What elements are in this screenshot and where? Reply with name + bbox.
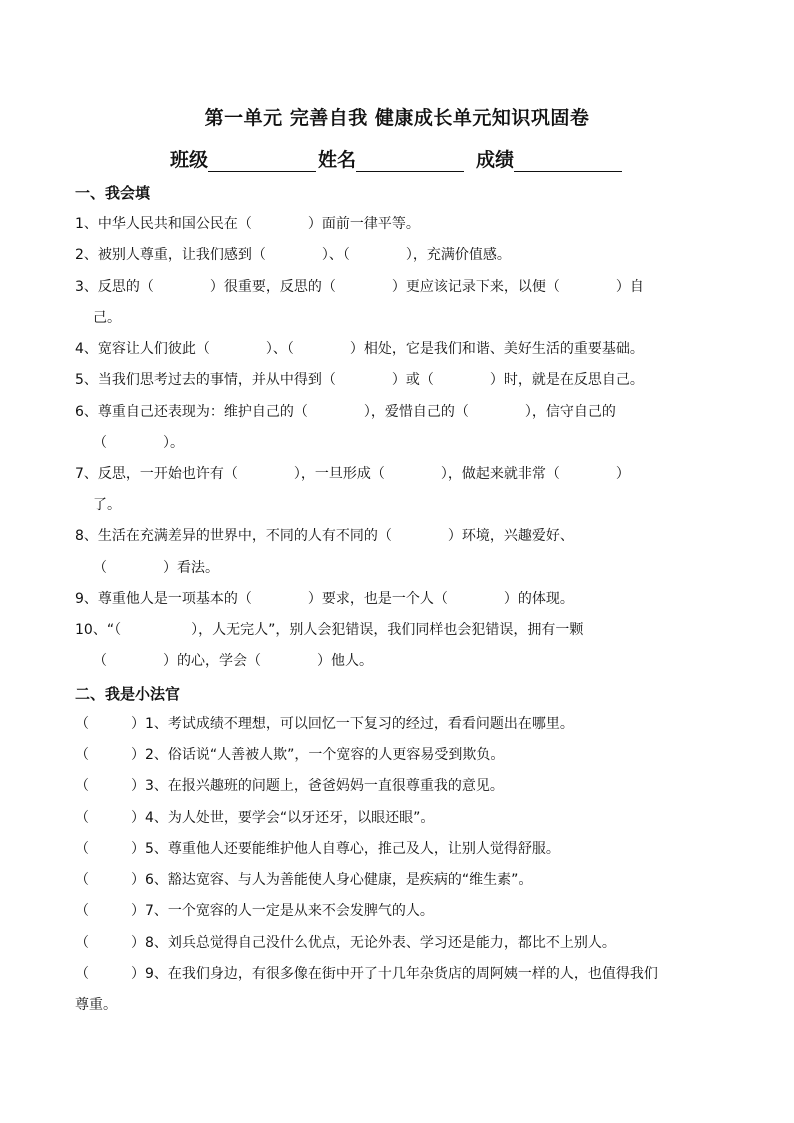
judge-line: （ ）7、一个宽容的人一定是从来不会发脾气的人。 bbox=[75, 903, 434, 919]
judge-line: （ ）9、在我们身边，有很多像在街中开了十几年杂货店的周阿姨一样的人，也值得我们 bbox=[75, 966, 658, 982]
name-label: 姓名 bbox=[317, 149, 356, 171]
class-blank bbox=[208, 149, 316, 172]
fill-line: 9、尊重他人是一项基本的（ ）要求，也是一个人（ ）的体现。 bbox=[75, 591, 574, 607]
fill-line: 3、反思的（ ）很重要，反思的（ ）更应该记录下来，以便（ ）自 bbox=[75, 279, 644, 295]
fill-line: 了。 bbox=[93, 497, 121, 513]
judge-line: （ ）3、在报兴趣班的问题上，爸爸妈妈一直很尊重我的意见。 bbox=[75, 778, 504, 794]
name-blank bbox=[356, 149, 464, 172]
section-judge-heading: 二、我是小法官 bbox=[75, 685, 181, 703]
fill-line: 2、被别人尊重，让我们感到（ ）、（ ），充满价值感。 bbox=[75, 247, 511, 263]
judge-line: （ ）4、为人处世，要学会“以牙还牙，以眼还眼”。 bbox=[75, 810, 435, 826]
judge-line: （ ）2、俗话说“人善被人欺”，一个宽容的人更容易受到欺负。 bbox=[75, 747, 505, 763]
fill-line: 8、生活在充满差异的世界中，不同的人有不同的（ ）环境，兴趣爱好、 bbox=[75, 528, 574, 544]
class-label: 班级 bbox=[169, 149, 208, 171]
fill-line: 1、中华人民共和国公民在（ ）面前一律平等。 bbox=[75, 216, 420, 232]
page-title: 第一单元 完善自我 健康成长单元知识巩固卷 bbox=[204, 107, 590, 129]
judge-line: （ ）1、考试成绩不理想，可以回忆一下复习的经过，看看问题出在哪里。 bbox=[75, 716, 574, 732]
judge-line: （ ）8、刘兵总觉得自己没什么优点，无论外表、学习还是能力，都比不上别人。 bbox=[75, 935, 616, 951]
fill-line: 4、宽容让人们彼此（ ）、（ ）相处，它是我们和谐、美好生活的重要基础。 bbox=[75, 341, 644, 357]
student-info-row bbox=[0, 145, 794, 172]
fill-line: 10、“（ ），人无完人”，别人会犯错误，我们同样也会犯错误，拥有一颗 bbox=[75, 622, 584, 638]
fill-line: （ ）看法。 bbox=[93, 560, 219, 576]
fill-line: （ ）。 bbox=[93, 435, 184, 451]
fill-line: 5、当我们思考过去的事情，并从中得到（ ）或（ ）时，就是在反思自己。 bbox=[75, 372, 644, 388]
fill-line: 6、尊重自己还表现为：维护自己的（ ），爱惜自己的（ ），信守自己的 bbox=[75, 404, 616, 420]
judge-line: （ ）6、豁达宽容、与人为善能使人身心健康，是疾病的“维生素”。 bbox=[75, 872, 533, 888]
judge-line: （ ）5、尊重他人还要能维护他人自尊心，推己及人，让别人觉得舒服。 bbox=[75, 841, 560, 857]
score-blank bbox=[514, 149, 622, 172]
judge-line: 尊重。 bbox=[75, 997, 117, 1013]
fill-line: （ ）的心，学会（ ）他人。 bbox=[93, 653, 373, 669]
fill-line: 己。 bbox=[93, 310, 121, 326]
score-label: 成绩 bbox=[476, 149, 515, 171]
fill-line: 7、反思，一开始也许有（ ），一旦形成（ ），做起来就非常（ ） bbox=[75, 466, 630, 482]
section-fill-heading: 一、我会填 bbox=[75, 184, 151, 202]
